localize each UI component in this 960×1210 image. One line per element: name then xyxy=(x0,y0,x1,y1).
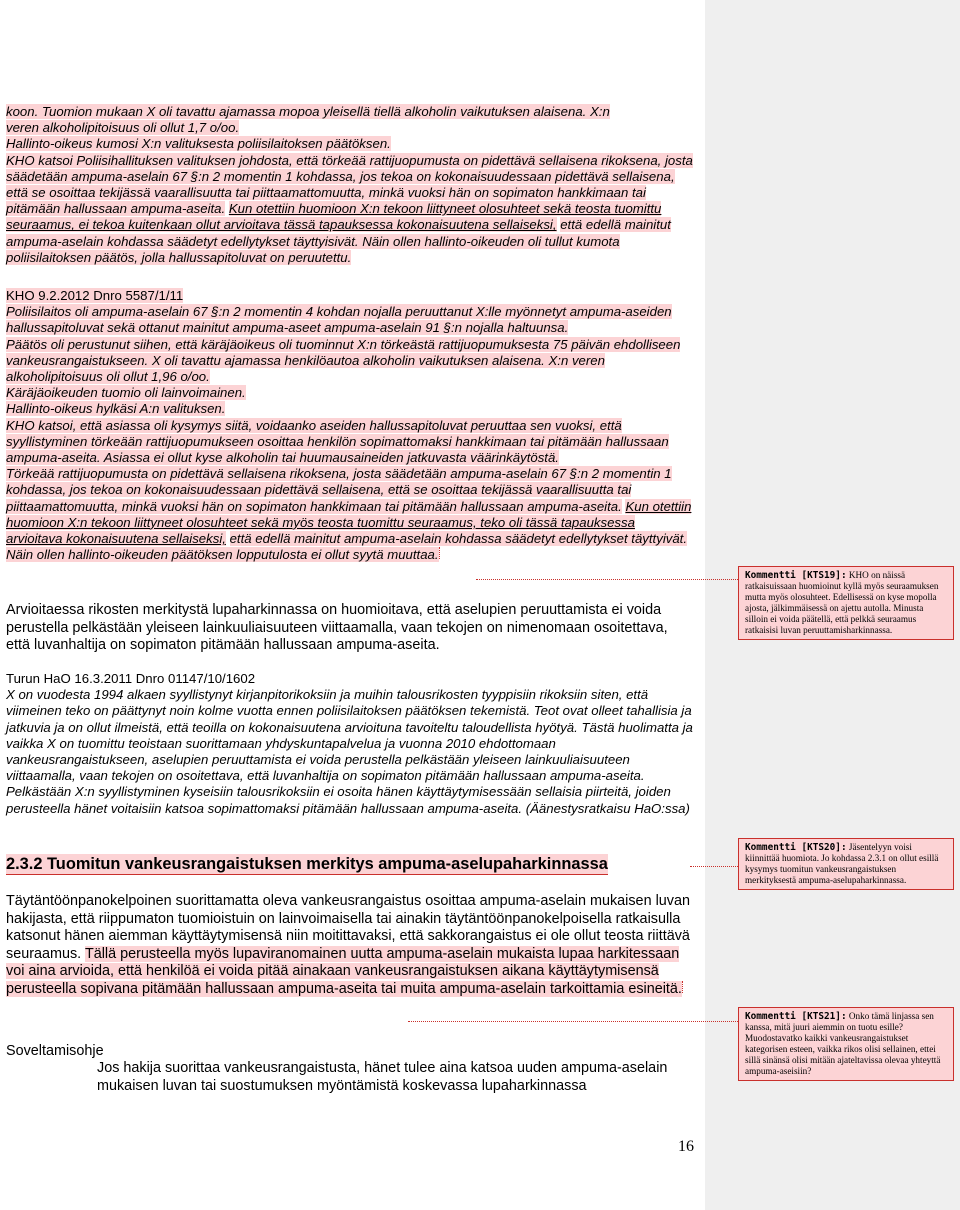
paragraph-text: Käräjäoikeuden tuomio oli lainvoimainen. xyxy=(6,385,246,401)
comment-text: Jäsentelyyn voisi kiinnittää huomiota. Jo kohdassa 2.3.1 on ollut esillä kysymys tuomitun vankeusrangaistuksen merkityksestä ampuma-aselupaharkinnassa. xyxy=(745,842,939,885)
page-number: 16 xyxy=(678,1138,694,1155)
paragraph-text: Poliisilaitos oli ampuma-aselain 67 §:n 2 momentin 4 kohdan nojalla peruuttanut X:lle myönnetyt ampuma-aseiden hallussapitoluvat sekä ottanut mainitut ampuma-aseet ampuma-aselain 91 §:n nojalla haltuunsa. xyxy=(6,304,672,336)
section-heading: 2.3.2 Tuomitun vankeusrangaistuksen merkitys ampuma-aselupaharkinnassa xyxy=(6,855,608,873)
comment-label: Kommentti [KTS20]: xyxy=(745,842,847,853)
paragraph-text: Päätös oli perustunut siihen, että käräjäoikeus oli tuominnut X:n törkeästä rattijuopumuksesta 75 päivän ehdolliseen vankeusrangaistukseen. X oli tavattu ajamassa henkilöautoa alkoholin vaikutuksen alaisena. X:n veren alkoholipitoisuus oli ollut 1,96 o/oo. xyxy=(6,336,681,385)
comment-connector xyxy=(408,1021,738,1022)
text-block-2 xyxy=(6,288,694,563)
paragraph-text: Täytäntöönpanokelpoinen suorittamatta oleva vankeusrangaistus osoittaa ampuma-aselain mukaisen luvan hakijasta, että riippumaton tuomioistuin on lainvoimaisella tai ainakin täytäntöönpanokelpoisella ratkaisulla katsonut hänen aiemman käyttäytymisensä niin moitittavaksi, että sakkorangaistus ei ole ollut teosta riittävä seuraamus. xyxy=(6,893,690,962)
comment-text: KHO on näissä ratkaisuissaan huomioinut kyllä myös seuraamuksen mutta myös olosuhteet. Edellisessä on kyse mopolla ajosta, jälkimmäisessä on ajettu autolla. Minusta silloin ei voida päätellä, että pelkkä seuraamus ratkaisisi luvan peruuttamisharkinnassa. xyxy=(745,570,939,635)
comment-connector xyxy=(476,579,738,580)
text-block-1 xyxy=(6,104,694,266)
paragraph-line: veren alkoholipitoisuus oli ollut 1,7 o/oo. xyxy=(6,120,240,136)
paragraph-text: että edellä mainitut ampuma-aselain kohdassa säädetyt edellytykset täyttyisivät. Näin ollen hallinto-oikeuden oli tullut kumota poliisilaitoksen päätös, jolla hallussapitoluvat on peruutettu. xyxy=(6,217,671,265)
comment-anchor xyxy=(439,547,441,559)
case-reference: KHO 9.2.2012 Dnro 5587/1/11 xyxy=(6,288,184,303)
text-block-5 xyxy=(6,893,694,999)
text-block-3: Arvioitaessa rikosten merkitystä lupaharkinnassa on huomioitava, että aselupien peruuttamista ei voida perustella pelkästään yleiseen lainkuuliaisuuteen viittaamalla, vaan tekojen on nimenomaan osoitettava, että luvanhaltija on sopimaton pitämään hallussaan ampuma-aseita. xyxy=(6,602,668,654)
text-block-4 xyxy=(6,671,694,817)
comment-text: Onko tämä linjassa sen kanssa, mitä juuri aiemmin on tuotu esille? Muodostavatko kaikki vankeusrangaistukset kategorisen esteen, vaikka rikos olisi sellainen, ettei sillä sinänsä olisi mitään ajateltavissa olevaa yhteyttä ampuma-aseisiin? xyxy=(745,1011,941,1076)
paragraph-text: KHO katsoi, että asiassa oli kysymys siitä, voidaanko aseiden hallussapitoluvat peruuttaa sen vuoksi, että syyllistyminen törkeään rattijuopumukseen osoittaa henkilön sopimattomaksi hankkimaan tai pitämään hallussaan ampuma-aseita. Asiassa ei ollut kyse alkoholin tai huumausaineiden jatkuvasta väärinkäytöstä. xyxy=(6,417,669,466)
comment-label: Kommentti [KTS19]: xyxy=(745,570,847,581)
highlighted-text: Tällä perusteella myös lupaviranomainen uutta ampuma-aselain mukaista lupaa harkitessaan voi aina arvioida, että henkilöä ei voida pitää ainakaan vankeusrangaistuksen aikana käyttäytymisensä perusteella sopivana pitämään hallussaan ampuma-aseita tai muita ampuma-aselain tarkoittamia esineitä. xyxy=(6,945,682,997)
paragraph-text: Näin ollen hallinto-oikeuden päätöksen lopputulosta ei ollut syytä muuttaa. xyxy=(6,547,439,563)
paragraph-line: koon. Tuomion mukaan X oli tavattu ajamassa mopoa yleisellä tiellä alkoholin vaikutuksen alaisena. X:n xyxy=(6,104,610,119)
comment-label: Kommentti [KTS21]: xyxy=(745,1011,847,1022)
paragraph-text: KHO katsoi Poliisihallituksen valituksen johdosta, että törkeää rattijuopumusta on pidettävä sellaisena rikoksena, josta säädetään ampuma-aselain 67 §:n 2 momentin 1 kohdassa, jos tekoa on kokonaisuudessaan pidettävä sellaisena, että se osoittaa tekijässä vaarallisuutta tai piittaamattomuutta, minkä vuoksi hän on sopimaton hankkimaan tai pitämään hallussaan ampuma-aseita. xyxy=(6,152,693,217)
guideline-label: Soveltamisohje xyxy=(6,1043,104,1059)
paragraph-text: Hallinto-oikeus hylkäsi A:n valituksen. xyxy=(6,401,226,417)
paragraph-line: Hallinto-oikeus kumosi X:n valituksesta poliisilaitoksen päätöksen. xyxy=(6,136,391,152)
comment-anchor xyxy=(682,981,684,993)
paragraph-text: Törkeää rattijuopumusta on pidettävä sellaisena rikoksena, josta säädetään ampuma-aselain 67 §:n 2 momentin 1 kohdassa, jos tekoa on kokonaisuudessaan pidettävä sellaisena, että se osoittaa tekijässä vaarallisuutta tai piittaamattomuutta, minkä vuoksi hän on sopimaton hankkimaan tai pitämään hallussaan ampuma-aseita. xyxy=(6,466,672,514)
underlined-text: Kun otettiin huomioon X:n tekoon liittyneet olosuhteet sekä teosta tuomittu seuraamus, ei tekoa kuitenkaan ollut arvioitava tässä tapauksessa kokonaisuutena sellaiseksi, xyxy=(6,201,662,233)
comment-balloon-kts20[interactable] xyxy=(738,838,954,890)
comment-connector xyxy=(690,866,738,867)
paragraph-text: että edellä mainitut ampuma-aselain kohdassa säädetyt edellytykset täyttyivät. xyxy=(229,531,688,547)
case-reference: Turun HaO 16.3.2011 Dnro 01147/10/1602 xyxy=(6,671,256,686)
comment-balloon-kts19[interactable] xyxy=(738,566,954,640)
guideline-text: Jos hakija suorittaa vankeusrangaistusta, hänet tulee aina katsoa uuden ampuma-aselain mukaisen luvan tai suostumuksen myöntämistä koskevassa lupaharkinnassa xyxy=(97,1060,668,1094)
paragraph-text: X on vuodesta 1994 alkaen syyllistynyt kirjanpitorikoksiin ja muihin talousrikosten tyyppisiin rikoksiin siten, että viimeinen teko on päättynyt noin kolme vuotta ennen poliisilaitoksen päätöksen tekemistä. Teot ovat olleet tahallisia ja jatkuvia ja on ollut ilmeistä, että teoilla on kokonaisuutena arvioituna tavoiteltu taloudellista hyötyä. Tästä huolimatta ja vaikka X on tuomittu teoistaan suorittamaan yhdyskuntapalvelua ja vuonna 2010 ehdottomaan vankeusrangaistukseen, aselupien peruuttamista ei voida perustella pelkästään yleiseen lainkuuliaisuuteen viittaamalla, vaan tekojen on osoitettava, että luvanhaltija on sopimaton pitämään hallussaan ampuma-aseita. Pelkästään X:n syyllistyminen kyseisiin talousrikoksiin ei osoita hänen käyttäytymisessään sellaisia piirteitä, joiden perusteella hänet voitaisiin katsoa sopimattomaksi pitämään hallussaan ampuma-aseita. (Äänestysratkaisu HaO:ssa) xyxy=(6,687,693,816)
comment-balloon-kts21[interactable] xyxy=(738,1007,954,1081)
underlined-text: Kun otettiin huomioon X:n tekoon liittyneet olosuhteet sekä myös teosta tuomittu seuraamus, teko oli tässä tapauksessa arvioitava kokonaisuutena sellaiseksi, xyxy=(6,498,692,547)
